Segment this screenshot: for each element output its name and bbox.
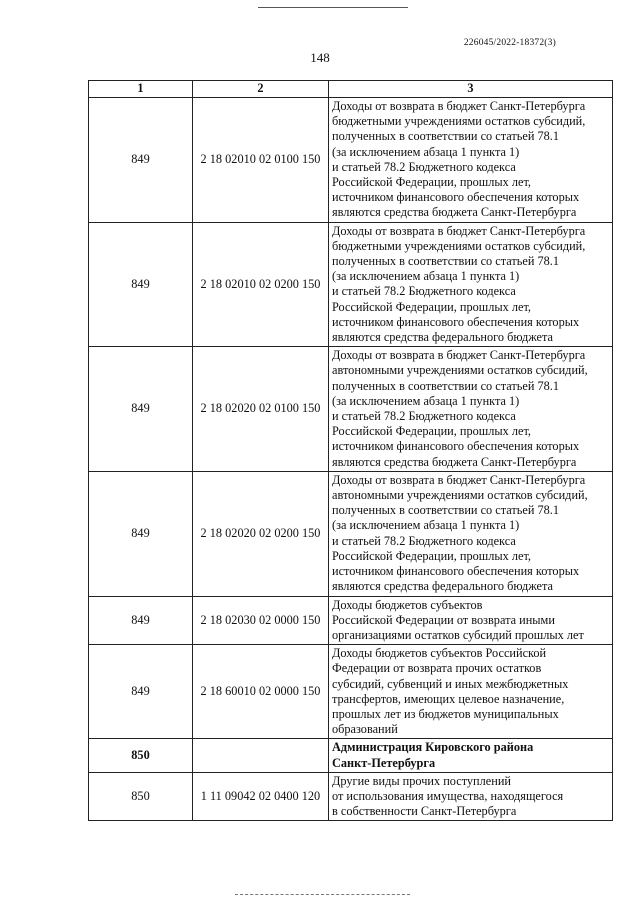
description-cell xyxy=(329,645,613,739)
description-line: полученных в соответствии со статьей 78.1 xyxy=(332,129,559,144)
admin-code-cell: 849 xyxy=(89,347,193,472)
description-line: Санкт-Петербурга xyxy=(332,755,436,770)
description-line: Доходы от возврата в бюджет Санкт-Петербурга xyxy=(332,348,586,363)
description-cell xyxy=(329,98,613,223)
description-line: в собственности Санкт-Петербурга xyxy=(332,804,517,819)
description-line: образований xyxy=(332,722,398,737)
description-line: от использования имущества, находящегося xyxy=(332,788,564,803)
description-line: бюджетными учреждениями остатков субсидий, xyxy=(332,114,586,129)
table-row xyxy=(89,347,613,472)
description-line: Доходы от возврата в бюджет Санкт-Петербурга xyxy=(332,99,586,113)
income-code-cell xyxy=(193,739,329,772)
bottom-rule xyxy=(235,894,410,895)
table-row xyxy=(89,222,613,347)
description-line: и статьей 78.2 Бюджетного кодекса xyxy=(332,284,516,299)
income-code-cell: 2 18 02020 02 0100 150 xyxy=(193,347,329,472)
description-line: субсидий, субвенций и иных межбюджетных xyxy=(332,676,569,691)
description-line: автономными учреждениями остатков субсидий, xyxy=(332,363,588,378)
description-line: источником финансового обеспечения которых xyxy=(332,190,580,205)
description-line: Доходы от возврата в бюджет Санкт-Петербурга xyxy=(332,223,586,238)
table-header-row xyxy=(89,81,613,98)
description-line: Российской Федерации, прошлых лет, xyxy=(332,299,531,314)
description-line: бюджетными учреждениями остатков субсидий, xyxy=(332,238,586,253)
description-line: прошлых лет из бюджетов муниципальных xyxy=(332,706,559,721)
description-line: Администрация Кировского района xyxy=(332,740,534,755)
description-line: источником финансового обеспечения которых xyxy=(332,314,580,329)
admin-code-cell: 849 xyxy=(89,222,193,347)
description-line: полученных в соответствии со статьей 78.1 xyxy=(332,503,559,518)
description-line: Российской Федерации, прошлых лет, xyxy=(332,175,531,190)
table-row xyxy=(89,596,613,645)
description-line: являются средства федерального бюджета xyxy=(332,330,553,345)
description-line: являются средства бюджета Санкт-Петербурга xyxy=(332,454,577,469)
description-line: Другие виды прочих поступлений xyxy=(332,773,511,788)
table-row xyxy=(89,645,613,739)
description-line: автономными учреждениями остатков субсидий, xyxy=(332,488,588,503)
description-line: Доходы бюджетов субъектов Российской xyxy=(332,646,547,661)
income-code-cell: 2 18 02020 02 0200 150 xyxy=(193,471,329,596)
description-cell xyxy=(329,596,613,645)
top-rule xyxy=(258,7,408,8)
description-line: Доходы от возврата в бюджет Санкт-Петербурга xyxy=(332,472,586,487)
table-row xyxy=(89,772,613,821)
column-header-2: 2 xyxy=(193,81,329,98)
table-row xyxy=(89,471,613,596)
admin-code-cell: 850 xyxy=(89,739,193,772)
description-line: Российской Федерации, прошлых лет, xyxy=(332,548,531,563)
description-line: являются средства бюджета Санкт-Петербурга xyxy=(332,205,577,220)
admin-code-cell: 849 xyxy=(89,471,193,596)
description-line: Доходы бюджетов субъектов xyxy=(332,597,483,612)
description-cell xyxy=(329,471,613,596)
description-cell xyxy=(329,772,613,821)
income-code-cell: 1 11 09042 02 0400 120 xyxy=(193,772,329,821)
description-line: (за исключением абзаца 1 пункта 1) xyxy=(332,144,520,159)
income-code-cell: 2 18 02010 02 0100 150 xyxy=(193,98,329,223)
description-line: полученных в соответствии со статьей 78.1 xyxy=(332,254,559,269)
column-header-3: 3 xyxy=(329,81,613,98)
table-body xyxy=(89,98,613,821)
description-line: источником финансового обеспечения которых xyxy=(332,564,580,579)
income-codes-table xyxy=(88,80,613,821)
description-cell xyxy=(329,222,613,347)
description-line: и статьей 78.2 Бюджетного кодекса xyxy=(332,533,516,548)
description-line: и статьей 78.2 Бюджетного кодекса xyxy=(332,159,516,174)
column-header-1: 1 xyxy=(89,81,193,98)
description-line: организациями остатков субсидий прошлых лет xyxy=(332,627,584,642)
description-line: трансфертов, имеющих целевое назначение, xyxy=(332,691,565,706)
income-code-cell: 2 18 60010 02 0000 150 xyxy=(193,645,329,739)
description-line: (за исключением абзаца 1 пункта 1) xyxy=(332,518,520,533)
income-code-cell: 2 18 02030 02 0000 150 xyxy=(193,596,329,645)
description-line: и статьей 78.2 Бюджетного кодекса xyxy=(332,409,516,424)
admin-code-cell: 849 xyxy=(89,596,193,645)
description-line: Российской Федерации от возврата иными xyxy=(332,612,555,627)
admin-code-cell: 849 xyxy=(89,645,193,739)
admin-code-cell: 849 xyxy=(89,98,193,223)
description-line: источником финансового обеспечения которых xyxy=(332,439,580,454)
description-line: являются средства федерального бюджета xyxy=(332,579,553,594)
description-line: (за исключением абзаца 1 пункта 1) xyxy=(332,269,520,284)
description-cell xyxy=(329,347,613,472)
document-number: 226045/2022-18372(3) xyxy=(463,38,556,48)
table-row xyxy=(89,739,613,772)
admin-code-cell: 850 xyxy=(89,772,193,821)
description-line: полученных в соответствии со статьей 78.1 xyxy=(332,378,559,393)
description-line: Федерации от возврата прочих остатков xyxy=(332,661,542,676)
description-line: (за исключением абзаца 1 пункта 1) xyxy=(332,393,520,408)
income-code-cell: 2 18 02010 02 0200 150 xyxy=(193,222,329,347)
page-number: 148 xyxy=(310,50,330,65)
description-cell xyxy=(329,739,613,772)
description-line: Российской Федерации, прошлых лет, xyxy=(332,424,531,439)
table-row xyxy=(89,98,613,223)
